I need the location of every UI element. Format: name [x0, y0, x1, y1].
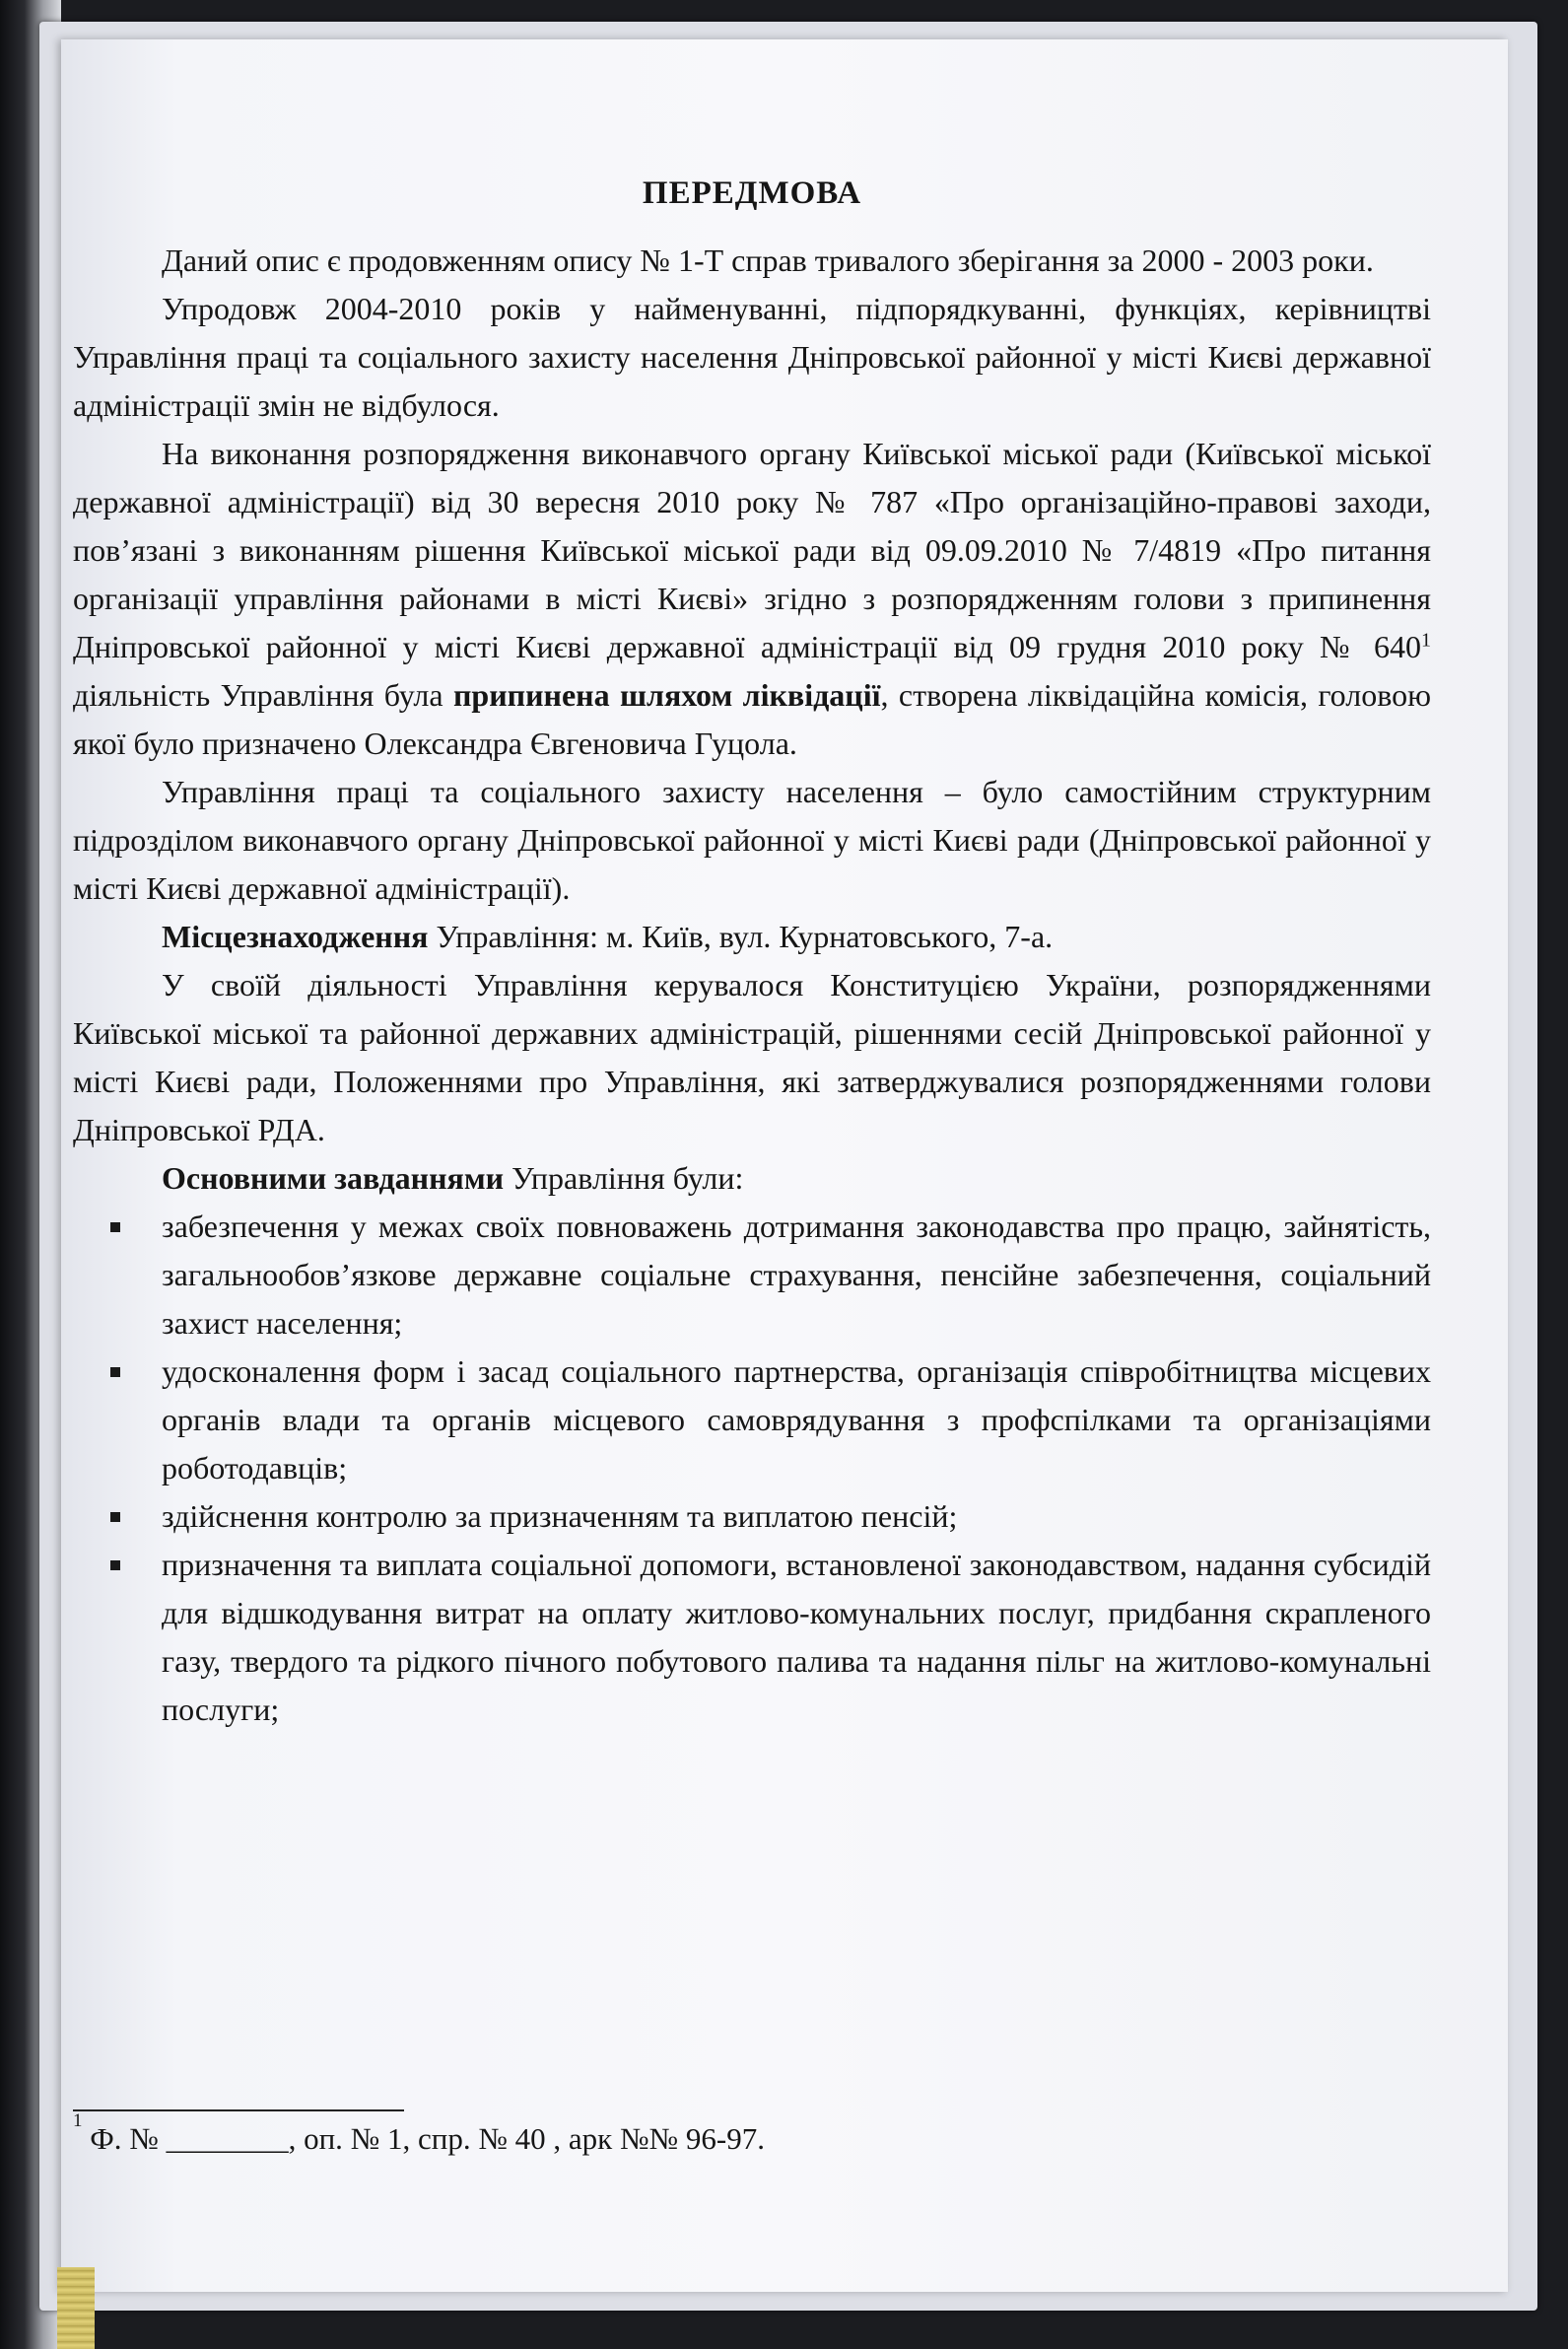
paragraph-1: Даний опис є продовженням опису № 1-Т справ тривалого зберігання за 2000 - 2003 роки. [162, 242, 1374, 278]
paragraph-3-text-end: , створена ліквідаційна комісія, головою якої було призначено Олександра Євгеновича Гуцола. [73, 677, 1432, 761]
footnote [73, 2109, 765, 2161]
paragraph-3-text: На виконання розпорядження виконавчого органу Київської міської ради (Київської міської державної адміністрації) від 30 вересня 2010 року № 787 «Про організаційно-правові заходи, пов’язані з виконанням рішення Київської міської ради від 09.09.2010 № 7/4819 «Про питання організації управління районами в місті Києві» згідно з розпорядженням голови з припинення Дніпровської районної у місті Києві державної адміністрації від 09 грудня 2010 року № 640 [73, 436, 1431, 664]
footnote-text: Ф. № ________, оп. № 1, спр. № 40 , арк №№ 96-97. [82, 2121, 765, 2156]
paragraph-location [73, 913, 1431, 961]
page-title: ПЕРЕДМОВА [642, 175, 862, 211]
paragraph-2: Упродовж 2004-2010 років у найменуванні, підпорядкуванні, функціях, керівництві Управління праці та соціального захисту населення Дніпровської районної у місті Києві державної адміністрації змін не відбулося. [73, 291, 1431, 423]
list-item: здійснення контролю за призначенням та виплатою пенсій; [162, 1492, 1431, 1541]
list-item: удосконалення форм і засад соціального партнерства, організація співробітництва місцевих органів влади та органів місцевого самоврядування з профспілками та організаціями роботодавців; [162, 1347, 1431, 1492]
paragraph-3-text-cont: діяльність Управління була [73, 677, 453, 713]
list-item: забезпечення у межах своїх повноважень дотримання законодавства про працю, зайнятість, загальнообов’язкове державне соціальне страхування, пенсійне забезпечення, соціальний захист населення; [162, 1203, 1431, 1347]
paragraph-tasks-intro [73, 1154, 1431, 1203]
paragraph-6: У своїй діяльності Управління керувалося Конституцією України, розпорядженнями Київської міської та районної державних адміністрацій, рішеннями сесій Дніпровської районної у місті Києві ради, Положеннями про Управління, які затверджувалися розпорядженнями голови Дніпровської РДА. [73, 967, 1431, 1147]
footnote-reference: 1 [1421, 629, 1431, 652]
tasks-intro-text: Управління були: [504, 1160, 744, 1196]
liquidation-emphasis: припинена шляхом ліквідації [452, 677, 881, 713]
location-value: Управління: м. Київ, вул. Курнатовського, 7-а. [428, 919, 1054, 954]
tasks-label: Основними завданнями [162, 1160, 505, 1196]
location-label: Місцезнаходження [162, 919, 429, 954]
tasks-list [73, 1203, 1431, 1734]
paragraph-3 [73, 430, 1431, 768]
document-page [61, 39, 1508, 2292]
paragraph-4: Управління праці та соціального захисту населення – було самостійним структурним підрозділом виконавчого органу Дніпровської районної у місті Києві ради (Дніпровської районної у місті Києві державної адміністрації). [73, 774, 1431, 906]
page-content [73, 168, 1431, 1734]
footnote-marker: 1 [73, 2109, 83, 2131]
footnote-divider [73, 2109, 404, 2111]
bookmark-ribbon [57, 2267, 95, 2349]
list-item: призначення та виплата соціальної допомоги, встановленої законодавством, надання субсидій для відшкодування витрат на оплату житлово-комунальних послуг, придбання скрапленого газу, твердого та рідкого пічного побутового палива та надання пільг на житлово-комунальні послуги; [162, 1541, 1431, 1734]
